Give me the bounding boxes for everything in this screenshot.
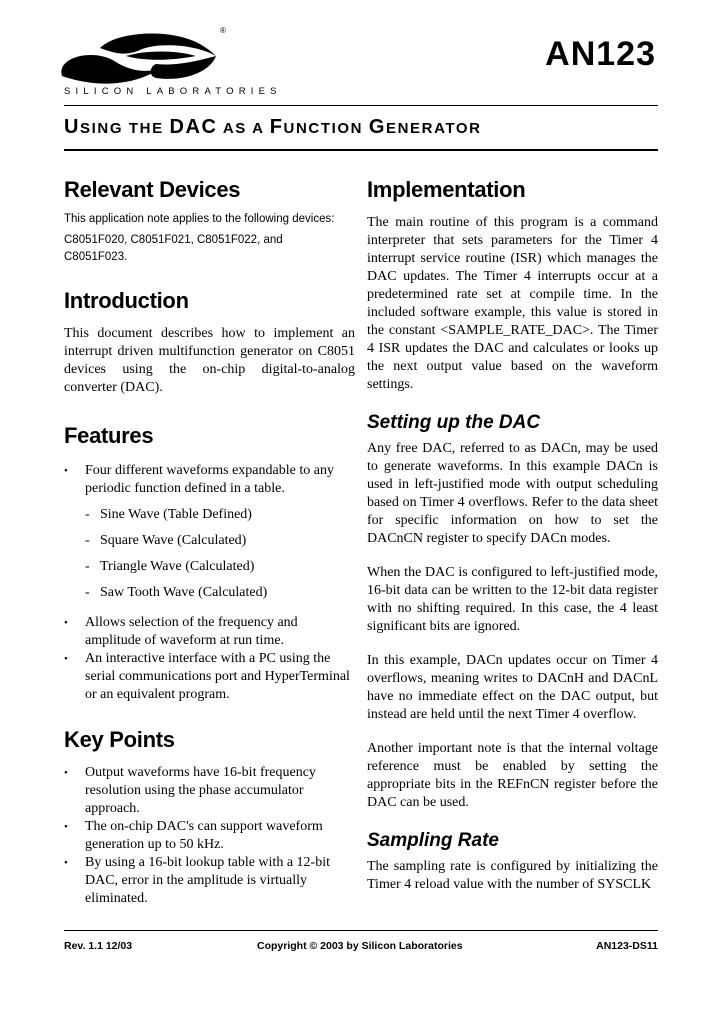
list-item: • An interactive interface with a PC using the serial communications port and HyperTerminal or an equivalent program. bbox=[64, 650, 355, 704]
header-rule bbox=[64, 105, 658, 106]
setting-up-dac-paragraph: When the DAC is configured to left-justified mode, 16-bit data can be written to the 12-bit data register with no shifting required. In this case, the 4 least significant bits are ignored. bbox=[367, 565, 658, 634]
title-rest: AS A bbox=[217, 120, 270, 137]
footer-copyright: Copyright © 2003 by Silicon Laboratories bbox=[257, 940, 463, 952]
title-cap: G bbox=[368, 116, 387, 138]
footer-revision: Rev. 1.1 12/03 bbox=[64, 940, 133, 952]
list-item: - Sine Wave (Table Defined) bbox=[85, 502, 355, 528]
right-column bbox=[367, 170, 658, 894]
list-item: • By using a 16-bit lookup table with a 12-bit DAC, error in the amplitude is virtually eliminated. bbox=[64, 854, 355, 908]
relevant-devices-intro: This application note applies to the following devices: bbox=[64, 213, 335, 225]
setting-up-dac-paragraph: In this example, DACn updates occur on Timer 4 overflows, meaning writes to DACnH and DACnL have no immediate effect on the DAC output, but instead are held until the next Timer 4 overflow. bbox=[367, 653, 658, 722]
key-points-heading: Key Points bbox=[64, 727, 175, 752]
title-cap: F bbox=[269, 116, 284, 138]
features-list bbox=[64, 462, 355, 704]
list-item: • The on-chip DAC's can support waveform generation up to 50 kHz. bbox=[64, 818, 355, 854]
page-title bbox=[64, 116, 482, 139]
implementation-text: The main routine of this program is a command interpreter that sets parameters for the Timer 4 interrupt service routine (ISR) which manages the DAC updates. The Timer 4 interrupts occur at a predetermined rate set at compile time. In the included software example, this value is stored in the constant <SAMPLE_RATE_DAC>. The Timer 4 ISR updates the DAC and calculates or looks up the next output value based on the waveform settings. bbox=[367, 215, 658, 392]
title-rest: UNCTION bbox=[283, 120, 369, 137]
sampling-rate-text: The sampling rate is configured by initializing the Timer 4 reload value with the number of SYSCLK bbox=[367, 859, 658, 892]
title-rule bbox=[64, 149, 658, 151]
title-cap: DAC bbox=[169, 116, 218, 138]
footer-rule bbox=[64, 930, 658, 931]
implementation-heading: Implementation bbox=[367, 177, 526, 202]
title-rest: SING THE bbox=[80, 120, 170, 137]
left-column bbox=[64, 170, 355, 908]
company-name: SILICON LABORATORIES bbox=[64, 86, 282, 97]
title-rest: ENERATOR bbox=[386, 120, 482, 137]
key-points-list bbox=[64, 764, 355, 908]
sampling-rate-heading: Sampling Rate bbox=[367, 830, 499, 851]
list-item bbox=[64, 462, 355, 606]
relevant-devices-list: C8051F020, C8051F021, C8051F022, and C8051F023. bbox=[64, 234, 283, 263]
feature-text: Four different waveforms expandable to any periodic function defined in a table. bbox=[85, 463, 334, 496]
relevant-devices-heading: Relevant Devices bbox=[64, 177, 241, 202]
waveform-list bbox=[85, 502, 355, 606]
document-id: AN123 bbox=[545, 35, 656, 73]
list-item: • Allows selection of the frequency and amplitude of waveform at run time. bbox=[64, 614, 355, 650]
registered-mark: ® bbox=[220, 26, 226, 35]
setting-up-dac-heading: Setting up the DAC bbox=[367, 412, 541, 433]
setting-up-dac-paragraph: Any free DAC, referred to as DACn, may be used to generate waveforms. In this example DACn is used in left-justified mode with output scheduling based on Timer 4 overflows. Refer to the data sheet for specific information on how to set the DACnCN register to specify DACn modes. bbox=[367, 441, 658, 546]
introduction-heading: Introduction bbox=[64, 288, 189, 313]
list-item: - Triangle Wave (Calculated) bbox=[85, 554, 355, 580]
setting-up-dac-paragraph: Another important note is that the internal voltage reference must be enabled by setting the appropriate bits in the REFnCN register before the DAC can be used. bbox=[367, 741, 658, 810]
introduction-text: This document describes how to implement an interrupt driven multifunction generator on C8051 devices using the on-chip digital-to-analog converter (DAC). bbox=[64, 326, 355, 395]
footer-doc-code: AN123-DS11 bbox=[596, 940, 658, 952]
title-cap: U bbox=[64, 116, 81, 138]
list-item: - Square Wave (Calculated) bbox=[85, 528, 355, 554]
list-item: - Saw Tooth Wave (Calculated) bbox=[85, 580, 355, 606]
list-item: • Output waveforms have 16-bit frequency resolution using the phase accumulator approach. bbox=[64, 764, 355, 818]
features-heading: Features bbox=[64, 423, 154, 448]
